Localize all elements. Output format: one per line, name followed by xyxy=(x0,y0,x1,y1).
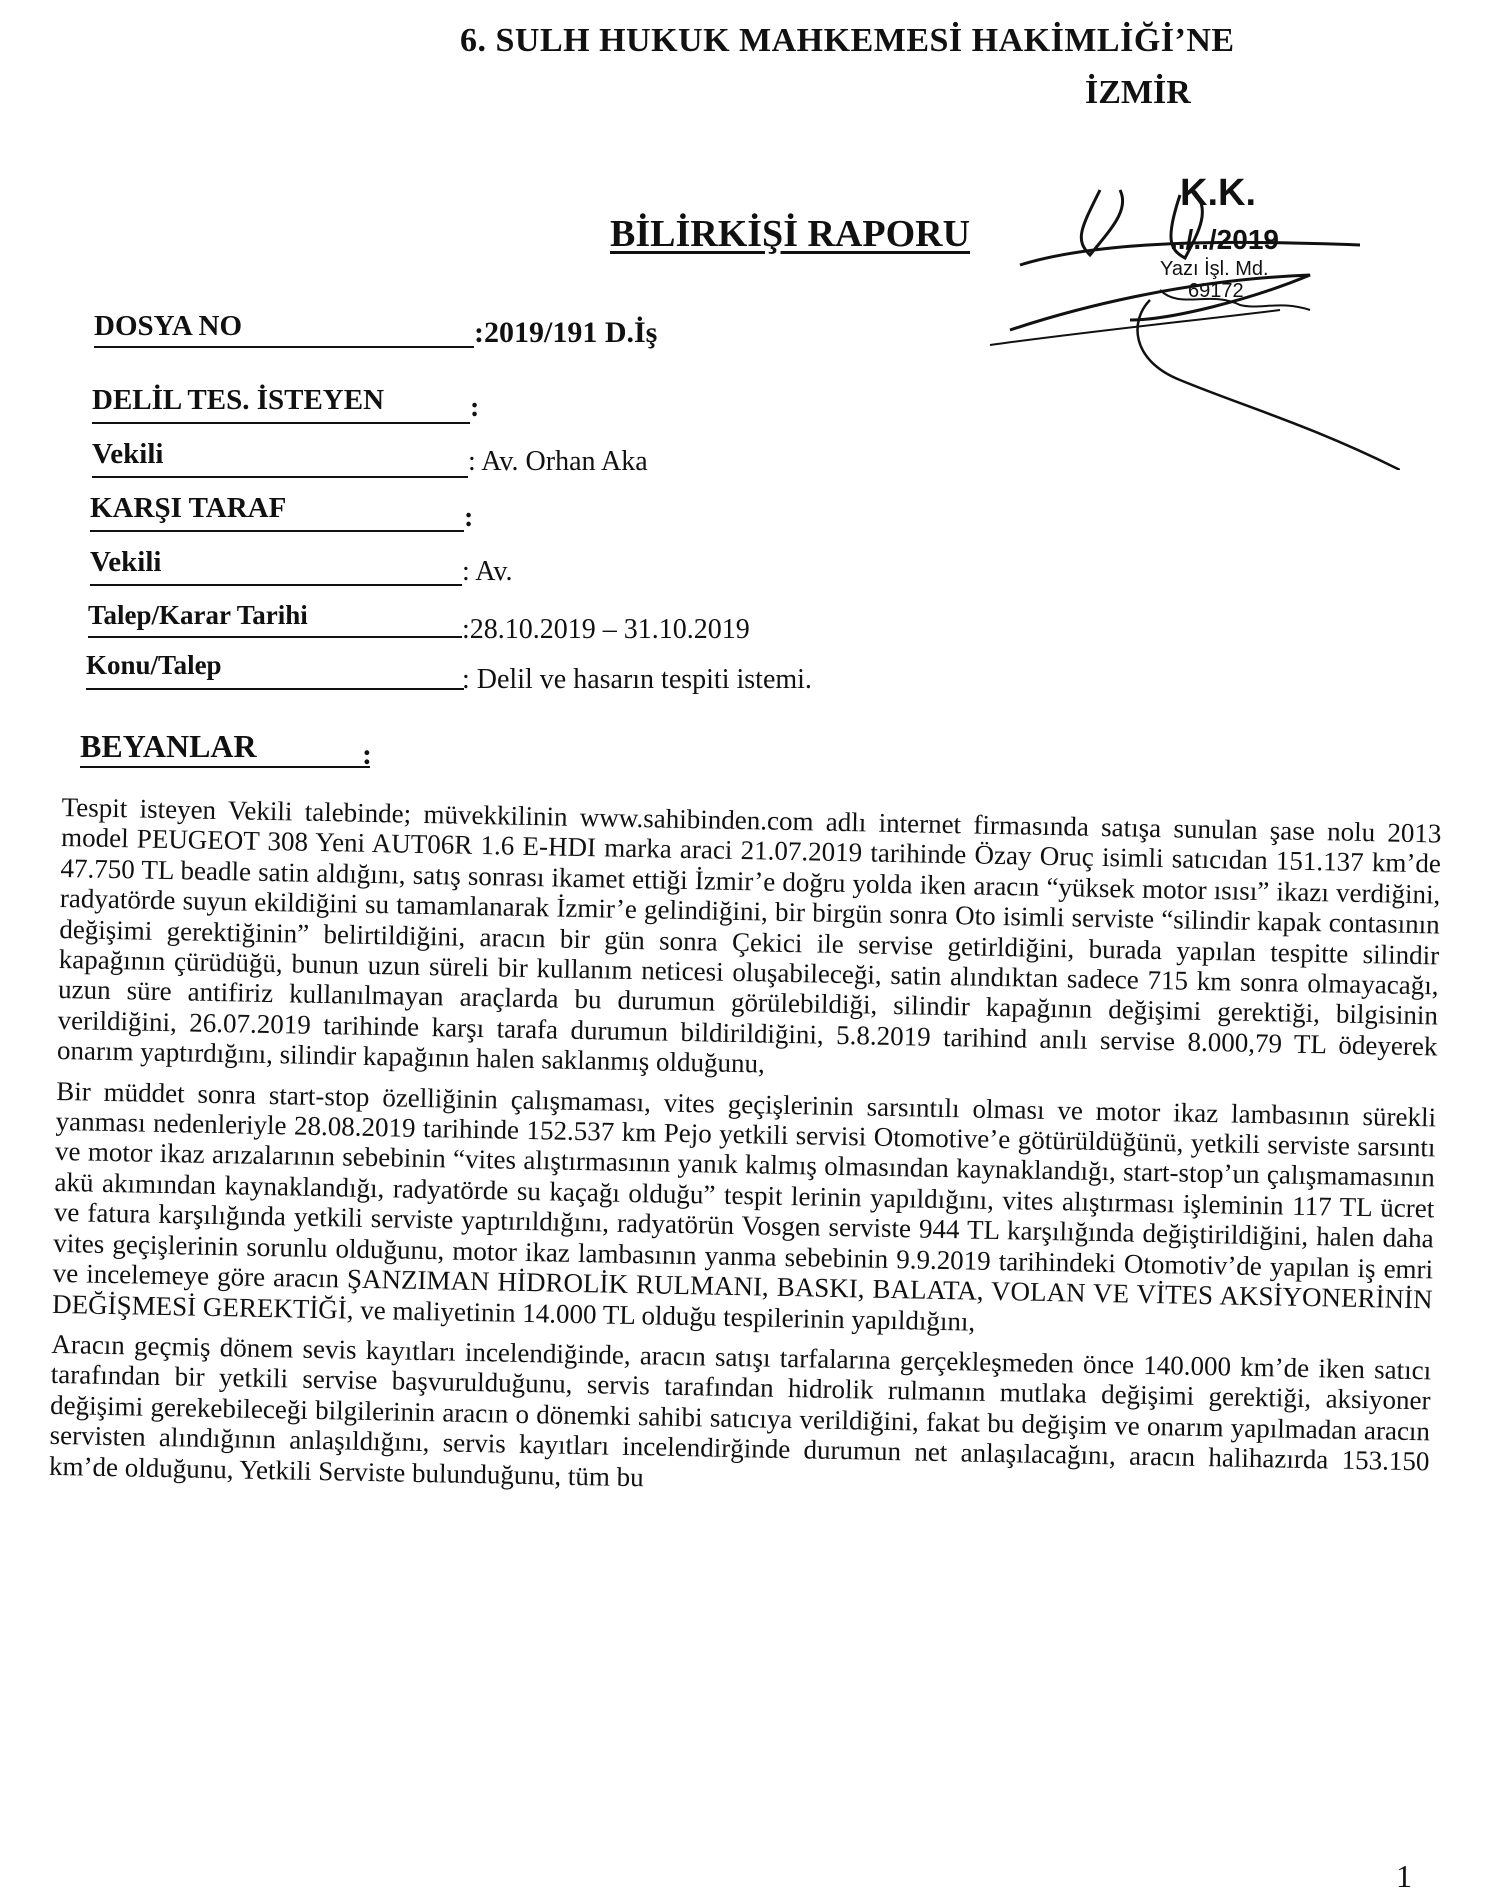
paragraph: Bir müddet sonra start-stop özelliğinin çalışmaması, vites geçişlerinin sarsıntılı olması ve motor ikaz lambasının sürekli yanması nedenleriyle 28.08.2019 tarihinde 152.537 km Pejo yetkili servisi Otomotive’e götürüldüğünü, yetkili serviste sarsıntı ve motor ikaz arızalarının sebebinin “vites alıştırmasının yanık kalmış olmasından kaynaklandığı, start-stop’un çalışmamasının akü akımından kaynaklandığı, radyatörde su kaçağı olduğu” tespit lerinin yapıldığını, vites alıştırması işleminin 117 TL ücret ve fatura karşılığında yetkili serviste yaptırıldığını, radyatörün Vosgen serviste 944 TL karşılığında değiştirildiğini, halen daha vites geçişlerinin sorunlu olduğunu, motor ikaz lambasının yanma sebebinin 9.9.2019 tarihindeki Otomotiv’de yapılan iş emri ve incelemeye göre aracın ŞANZIMAN HİDROLİK RULMANI, BASKI, BALATA, VOLAN VE VİTES AKSİYONERİNİN DEĞİŞMESİ GEREKTİĞİ, ve maliyetinin 14.000 TL olduğu tespilerinin yapıldığını, xyxy=(51,1075,1437,1337)
field-underline xyxy=(88,636,462,638)
field-underline xyxy=(92,476,468,478)
field-underline xyxy=(94,346,474,348)
signature-stamp xyxy=(980,170,1400,470)
field-value: : xyxy=(464,502,474,533)
field-underline xyxy=(86,688,464,690)
field-delil-tes-isteyen xyxy=(0,384,1000,424)
stamp-date: ../../2019 xyxy=(1170,224,1279,255)
paragraph: Aracın geçmiş dönem sevis kayıtları incelendiğinde, aracın satışı tarfalarına gerçekleşmeden önce 140.000 km’de iken satıcı tarafından bir yetkili servise başvurulduğunu, servis tarafından hidrolik rulmanın mutlaka değişimi gerektiği, aksiyoner değişimi gerekebileceği bilgilerinin aracın o dönemki sahibi satıcıya verildiğini, fakat bu değişim ve onarım yapılmadan aracın servisten alındığının anlaşıldığını, servis kayıtları incelendirğinde durumun net anlaşılacağını, aracın halihazırda 153.150 km’de olduğunu, Yetkili Serviste bulunduğunu, tüm bu xyxy=(48,1328,1432,1492)
paragraph: Tespit isteyen Vekili talebinde; müvekkilinin www.sahibinden.com adlı internet firmasında satışa sunulan şase nolu 2013 model PEUGEOT 308 Yeni AUT06R 1.6 E-HDI marka araci 21.07.2019 tarihinde Özay Oruç isimli satıcıdan 151.137 km’de 47.750 TL beadle satin aldığını, satış sonrası ikamet ettiği İzmir’e doğru yolda iken aracın “yüksek motor ısısı” ikazı verdiğini, radyatörde suyun ekildiğini su tamamlanarak İzmir’e gelindiğini, bir birgün sonra Oto isimli serviste “silindir kapak contasının değişimi gerektiğinin” belirtildiğini, aracın bir gün sonra Çekici ile servise getirldiğini, burada yapılan tespitte silindir kapağının çürüdüğü, bunun uzun süreli bir kullanım neticesi oluşabileceği, satin alındıktan sadece 715 km sonra olmayacağı, uzun süre antifiriz kullanılmayan araçlarda bu durumun görülebildiği, silindir kapağının değişimi gerektiği, bilgisinin verildiğini, 26.07.2019 tarihinde karşı tarafa durumun bildirildiğini, 5.8.2019 tarihind anılı servise 8.000,79 TL ödeyerek onarım yaptırdığını, silindir kapağının halen saklanmış olduğunu, xyxy=(56,792,1442,1079)
field-label: Konu/Talep xyxy=(86,650,222,680)
field-label: DOSYA NO xyxy=(94,310,243,342)
page-number: 1 xyxy=(1396,1858,1412,1894)
beyanlar-heading: BEYANLAR xyxy=(80,728,257,764)
field-value: : Av. xyxy=(462,556,513,587)
field-label: Talep/Karar Tarihi xyxy=(88,600,308,630)
field-value: :2019/191 D.İş xyxy=(474,316,658,349)
stamp-office: Yazı İşl. Md. xyxy=(1160,258,1269,280)
report-title: BİLİRKİŞİ RAPORU xyxy=(610,213,971,255)
stamp-initials: K.K. xyxy=(1180,172,1256,214)
field-underline xyxy=(90,584,462,586)
court-title: 6. SULH HUKUK MAHKEMESİ HAKİMLİĞİ’NE xyxy=(460,22,1235,59)
field-label: Vekili xyxy=(90,546,162,578)
statement-body xyxy=(49,792,1442,1517)
field-value: : Av. Orhan Aka xyxy=(468,446,648,477)
field-underline xyxy=(90,530,464,532)
court-city: İZMİR xyxy=(1085,74,1191,111)
field-value: : Delil ve hasarın tespiti istemi. xyxy=(462,664,812,695)
field-vekili-2 xyxy=(0,546,1000,586)
field-label: Vekili xyxy=(92,438,164,470)
beyanlar-colon: : xyxy=(362,738,372,771)
field-dosya-no xyxy=(0,310,1000,350)
stamp-number: 69172 xyxy=(1188,280,1244,302)
field-vekili-1 xyxy=(0,438,1000,478)
field-karsi-taraf xyxy=(0,492,1000,532)
field-underline xyxy=(92,422,470,424)
field-label: KARŞI TARAF xyxy=(90,492,287,524)
field-konu-talep xyxy=(0,650,1000,695)
field-value: :28.10.2019 – 31.10.2019 xyxy=(462,614,750,645)
beyanlar-underline xyxy=(80,766,370,768)
field-talep-karar-tarihi xyxy=(0,600,1000,645)
field-value: : xyxy=(470,392,480,423)
field-label: DELİL TES. İSTEYEN xyxy=(92,384,385,416)
